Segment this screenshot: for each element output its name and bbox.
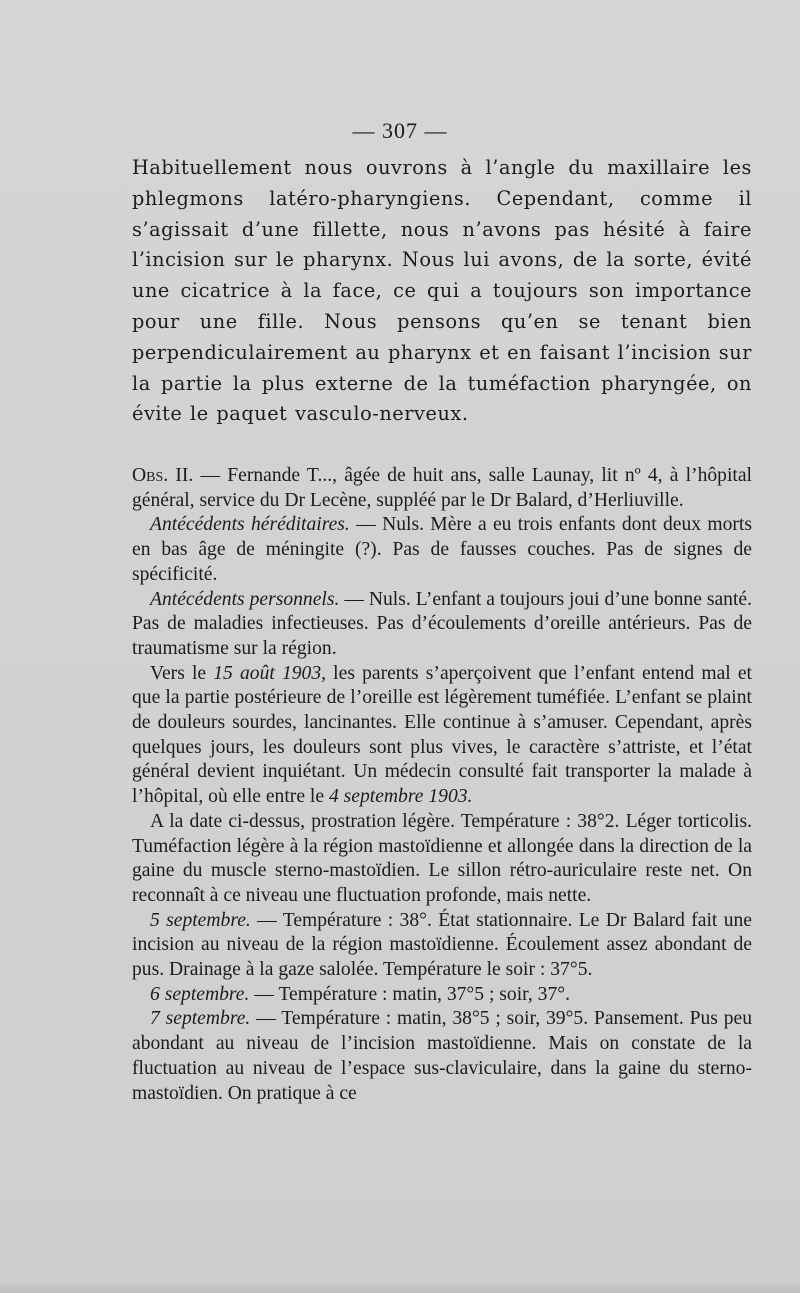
onset-text: les parents s’aperçoivent que l’enfant entend mal et que la partie postérieure de l’oreille est légèrement tuméfiée. L’enfant se plaint de douleurs sourdes, lancinantes. Elle continue à s’amuser. Cependant, après quelques jours, les douleurs sont plus vives, le caractère s’attriste, et l’état général devient inquiétant. Un médecin consulté fait transporter la malade à l’hôpital, où elle entre le bbox=[132, 662, 752, 808]
personal-heading: Antécédents personnels. bbox=[150, 588, 340, 610]
day6-paragraph bbox=[132, 983, 752, 1008]
observation-header bbox=[132, 464, 752, 513]
onset-prefix: Vers le bbox=[150, 662, 214, 684]
observation-label: Obs. II. bbox=[132, 465, 194, 486]
intro-paragraph: Habituellement nous ouvrons à l’angle du maxillaire les phlegmons latéro-pharyngiens. Cependant, comme il s’agissait d’une fillette, nous n’avons pas hésité à faire l’incision sur le pharynx. Nous lui avons, de la sorte, évité une cicatrice à la face, ce qui a toujours son importance pour une fille. Nous pensons qu’en se tenant bien perpendiculairement au pharynx et en faisant l’incision sur la partie la plus externe de la tuméfaction pharyngée, on évite le paquet vasculo-nerveux. bbox=[132, 156, 752, 426]
admission-paragraph: A la date ci-dessus, prostration légère. Température : 38°2. Léger torticolis. Tuméfaction légère à la région mastoïdienne et allongée dans la direction de la gaine du muscle sterno-mastoïdien. Le sillon rétro-auriculaire reste net. On reconnaît à ce niveau une fluctuation profonde, mais nette. bbox=[132, 810, 752, 906]
admission-date: 4 septembre 1903. bbox=[328, 786, 473, 808]
hereditary-antecedents bbox=[132, 513, 752, 587]
hereditary-text: — Nuls. Mère a eu trois enfants dont deux morts en bas âge de méningite (?). Pas de fausses couches. Pas de signes de spécificité. bbox=[132, 514, 752, 585]
onset-paragraph bbox=[132, 662, 752, 810]
day7-paragraph bbox=[132, 1007, 752, 1106]
onset-date: 15 août 1903, bbox=[213, 662, 327, 684]
day7-date: 7 septembre. bbox=[150, 1008, 251, 1030]
day7-text: — Température : matin, 38°5 ; soir, 39°5. Pansement. Pus peu abondant au niveau de l’incision mastoïdienne. Mais on constate de la fluctuation au niveau de l’espace sus-claviculaire, dans la gaine du sterno-mastoïdien. On pratique à ce bbox=[132, 1008, 752, 1104]
day6-date: 6 septembre. bbox=[150, 983, 250, 1005]
day5-paragraph bbox=[132, 909, 752, 983]
personal-antecedents bbox=[132, 588, 752, 662]
day5-text: — Température : 38°. État stationnaire. Le Dr Balard fait une incision au niveau de la région mastoïdienne. Écoulement assez abondant de pus. Drainage à la gaze salolée. Température le soir : 37°5. bbox=[132, 909, 752, 981]
page-number: — 307 — bbox=[352, 118, 448, 143]
observation-section bbox=[132, 464, 752, 1106]
day6-text: — Température : matin, 37°5 ; soir, 37°. bbox=[249, 983, 571, 1005]
day5-date: 5 septembre. bbox=[150, 909, 251, 931]
hereditary-heading: Antécédents héréditaires. bbox=[150, 514, 350, 536]
observation-header-text: — Fernande T..., âgée de huit ans, salle Launay, lit nº 4, à l’hôpital général, service du Dr Lecène, suppléé par le Dr Balard, d’Herliuville. bbox=[132, 465, 752, 511]
personal-text: — Nuls. L’enfant a toujours joui d’une bonne santé. Pas de maladies infectieuses. Pas d’écoulements d’oreille antérieurs. Pas de traumatisme sur la région. bbox=[132, 588, 752, 659]
